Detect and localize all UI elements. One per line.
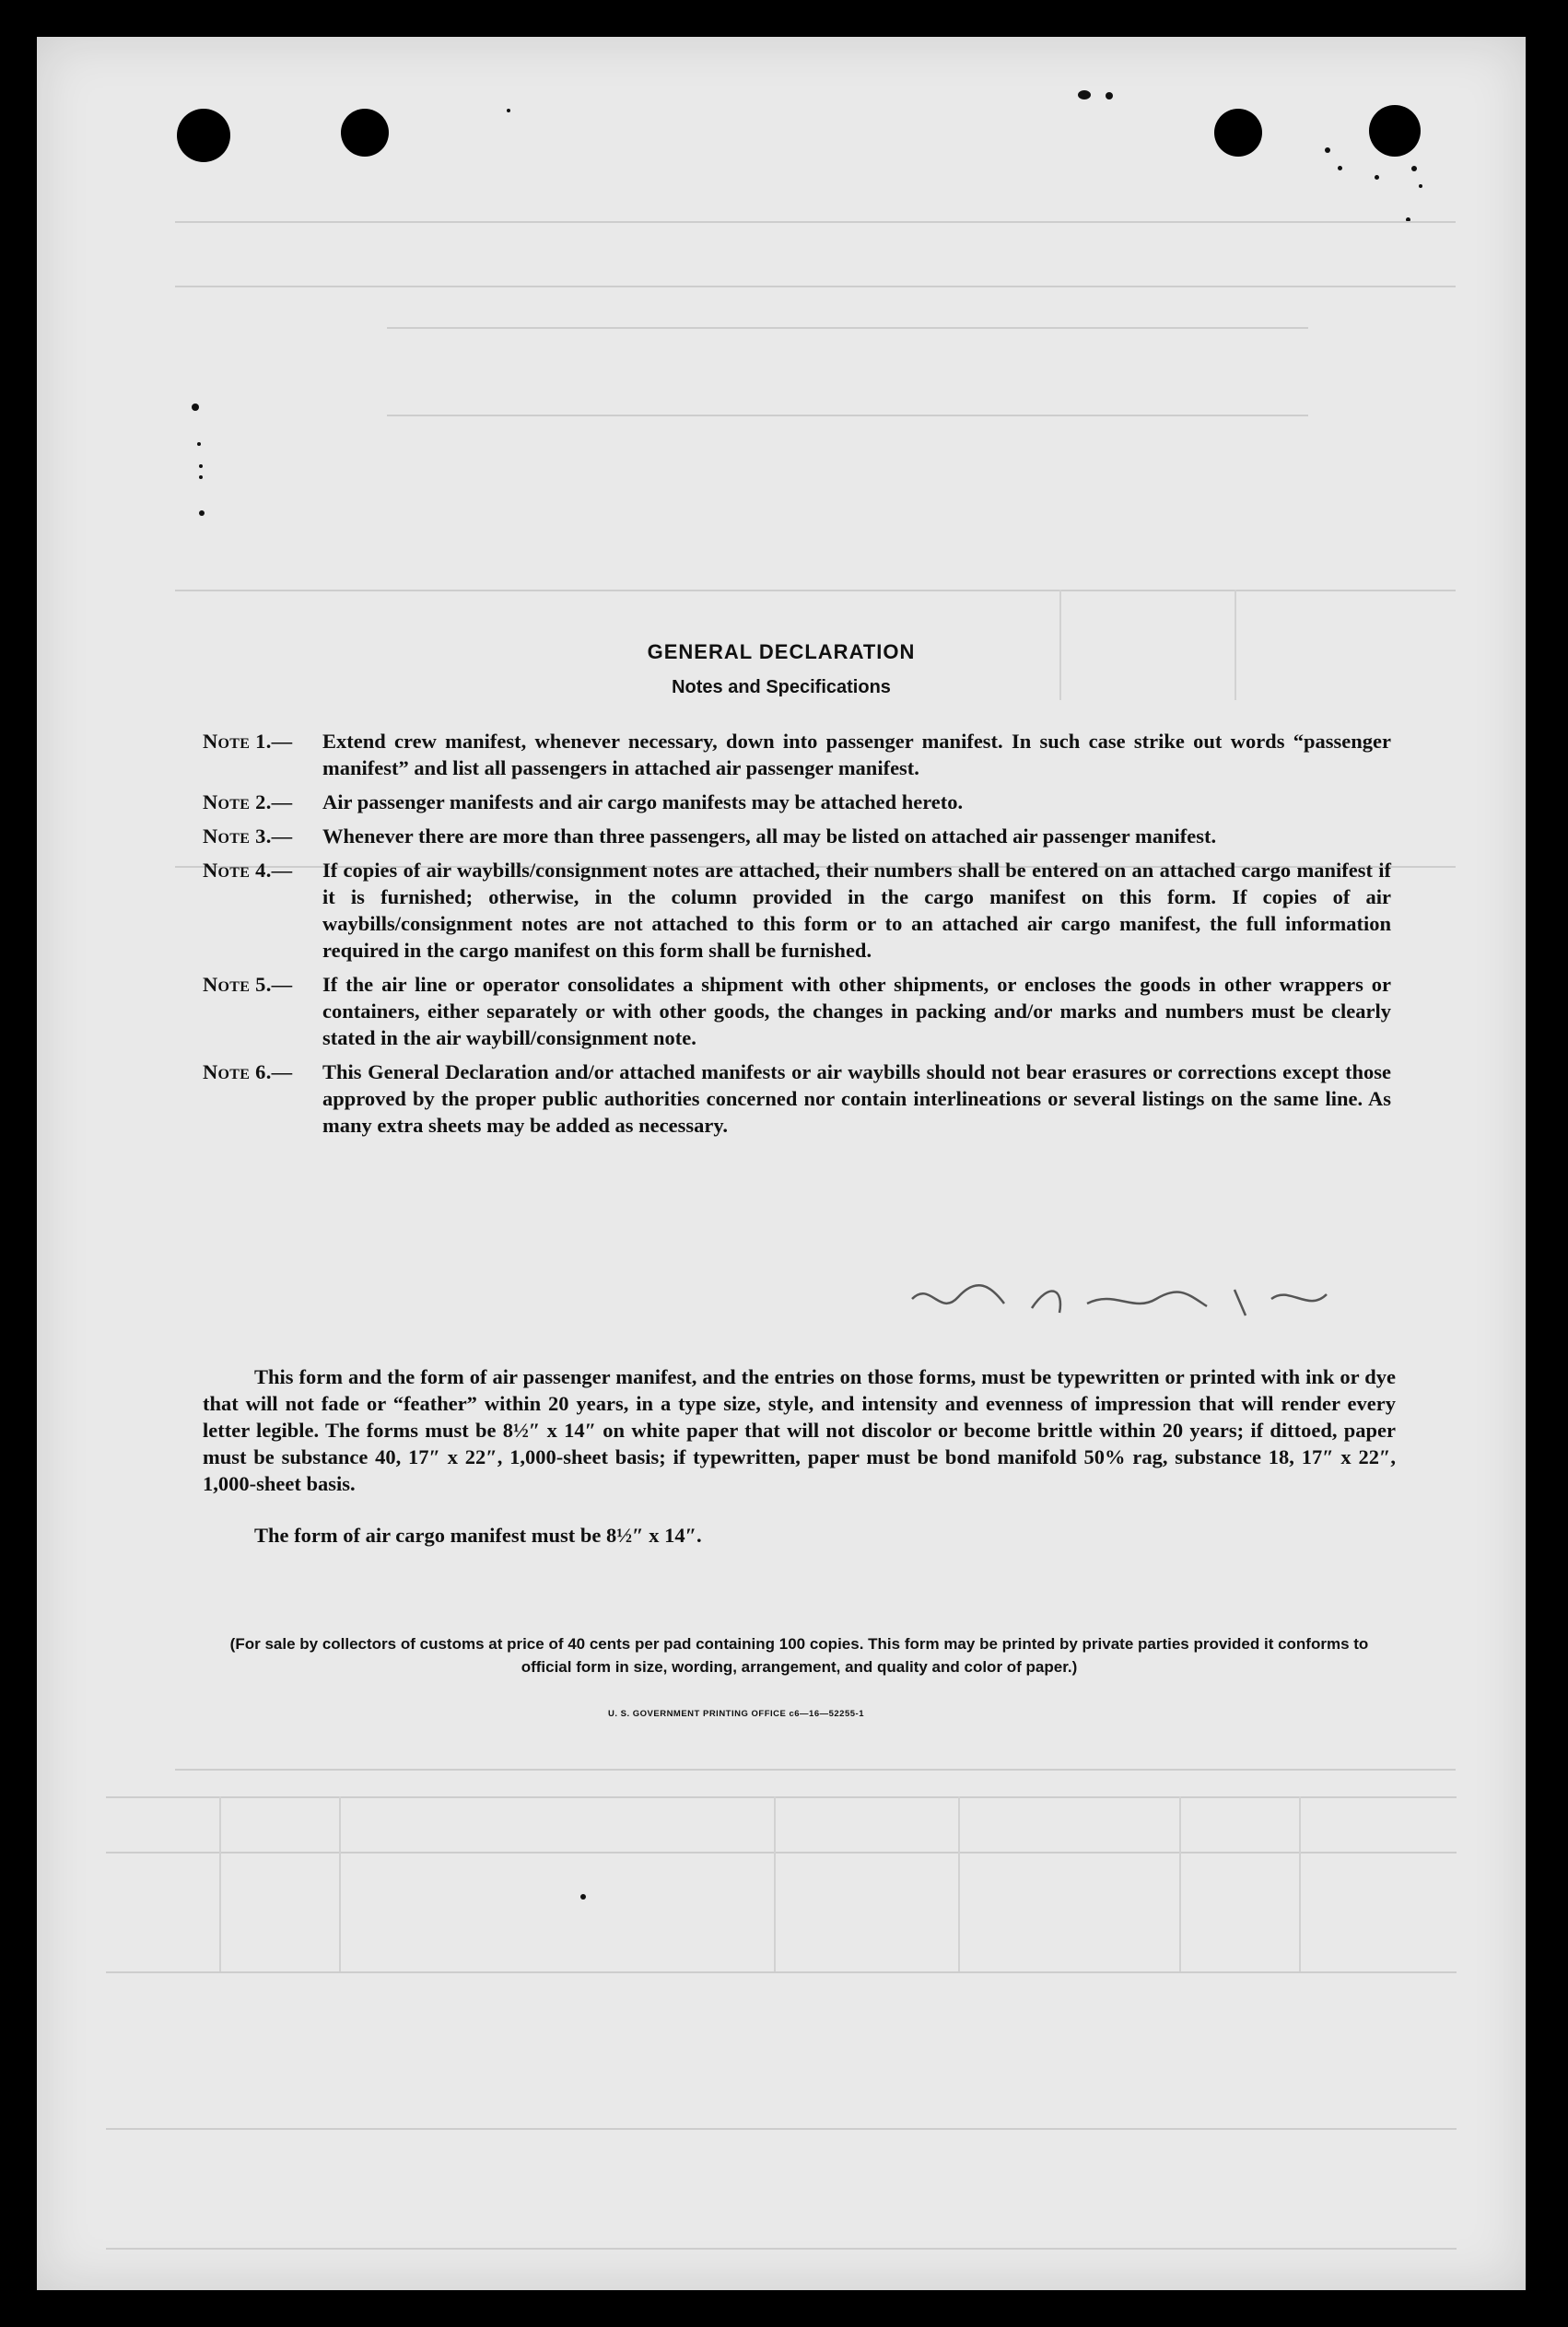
note-text: Whenever there are more than three passengers, all may be listed on attached air passenger manifest. [322, 824, 1217, 848]
page-title: GENERAL DECLARATION [647, 640, 916, 663]
note-item [203, 1058, 1391, 1139]
note-label: Note 4.— [203, 859, 293, 882]
cargo-manifest-size-paragraph: The form of air cargo manifest must be 8½″ x 14″. [254, 1524, 702, 1547]
sale-notice: (For sale by collectors of customs at price of 40 cents per pad containing 100 copies. This form may be printed by private parties provided it conforms to official form in size, wording, arrangement, and quality and color of paper.) [229, 1635, 1369, 1676]
format-requirements-paragraph: This form and the form of air passenger manifest, and the entries on those forms, must be typewritten or printed with ink or dye that will not fade or “feather” within 20 years, in a type size, style, and intensity and evenness of impression that will render every letter legible. The forms must be 8½″ x 14″ on white paper that will not discolor or become brittle within 20 years; if dittoed, paper must be substance 40, 17″ x 22″, 1,000-sheet basis; if typewritten, paper must be bond manifold 50% rag, substance 18, 17″ x 22″, 1,000-sheet basis. [203, 1365, 1396, 1495]
note-item [203, 789, 1391, 815]
document-content [37, 37, 1526, 2290]
handwritten-scribble [903, 1271, 1336, 1327]
note-item [203, 728, 1391, 781]
notes-list [203, 728, 1391, 1146]
note-label: Note 6.— [203, 1060, 293, 1083]
note-label: Note 3.— [203, 824, 293, 848]
gpo-imprint: U. S. GOVERNMENT PRINTING OFFICE c6—16—52255-1 [608, 1709, 864, 1719]
note-text: Extend crew manifest, whenever necessary, down into passenger manifest. In such case strike out words “passenger manifest” and list all passengers in attached air passenger manifest. [322, 730, 1391, 779]
document-sheet [37, 37, 1526, 2290]
note-label: Note 1.— [203, 730, 293, 753]
note-label: Note 5.— [203, 973, 293, 996]
note-text: This General Declaration and/or attached manifests or air waybills should not bear erasures or corrections except those approved by the proper public authorities concerned nor contain interlineations or several listings on the same line. As many extra sheets may be added as necessary. [322, 1060, 1391, 1137]
note-text: If the air line or operator consolidates a shipment with other shipments, or encloses the goods in other wrappers or containers, either separately or with other goods, the changes in packing and/or marks and numbers must be clearly stated in the air waybill/consignment note. [322, 973, 1391, 1049]
note-item [203, 971, 1391, 1051]
note-text: If copies of air waybills/consignment notes are attached, their numbers shall be entered on an attached cargo manifest if it is furnished; otherwise, in the column provided in the cargo manifest on this form. If copies of air waybills/consignment notes are not attached to this form or to an attached air cargo manifest, the full information required in the cargo manifest on this form shall be furnished. [322, 859, 1391, 962]
note-item [203, 857, 1391, 964]
note-label: Note 2.— [203, 790, 293, 813]
note-item [203, 823, 1391, 849]
page-subtitle: Notes and Specifications [672, 677, 891, 697]
note-text: Air passenger manifests and air cargo manifests may be attached hereto. [322, 790, 964, 813]
